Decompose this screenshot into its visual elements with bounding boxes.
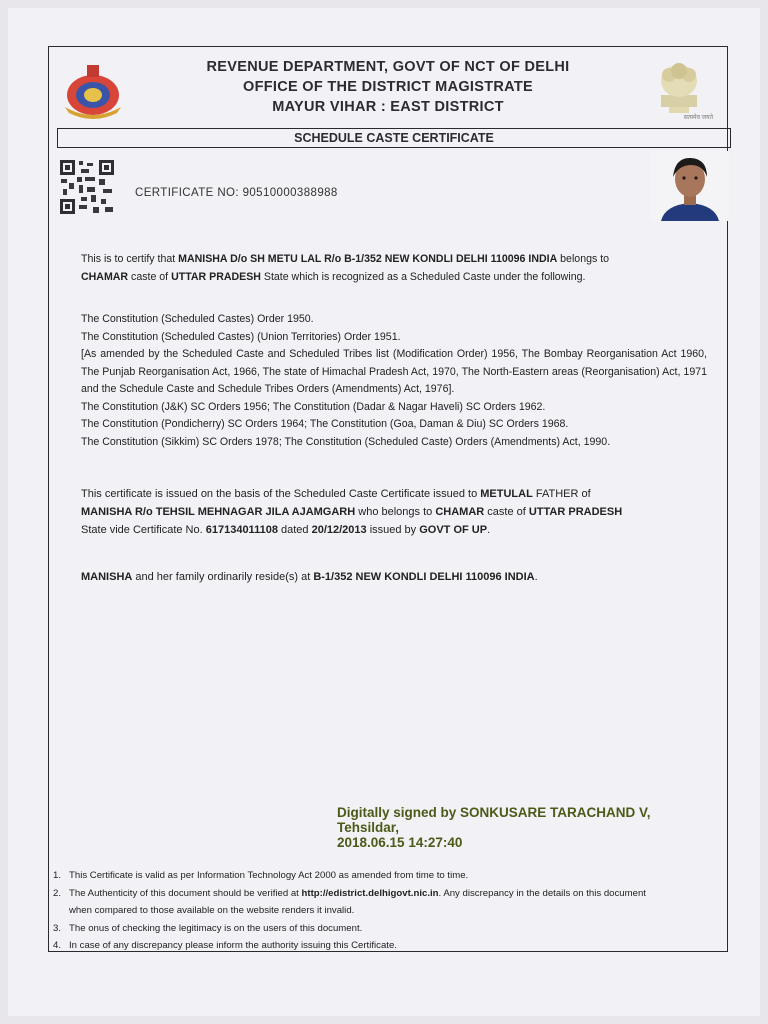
certificate-number: CERTIFICATE NO: 90510000388988 bbox=[135, 187, 338, 199]
qr-code-icon bbox=[59, 159, 115, 215]
note-item bbox=[53, 920, 733, 938]
order-item: The Constitution (J&K) SC Orders 1956; The Constitution (Dadar & Nagar Haveli) SC Orders 1962. bbox=[81, 400, 546, 413]
notes-list bbox=[53, 867, 733, 955]
text: caste of bbox=[484, 506, 529, 518]
text: who belongs to bbox=[355, 506, 436, 518]
residence-address: B-1/352 NEW KONDLI DELHI 110096 INDIA bbox=[313, 571, 535, 583]
note-text: The onus of checking the legitimacy is on the users of this document. bbox=[69, 922, 363, 934]
holder-origin: MANISHA R/o TEHSIL MEHNAGAR JILA AJAMGARH bbox=[81, 506, 356, 518]
text: dated bbox=[277, 524, 312, 536]
note-text: In case of any discrepancy please inform the authority issuing this Certificate. bbox=[69, 940, 397, 951]
text: FATHER of bbox=[532, 488, 591, 500]
holder-details: MANISHA D/o SH METU LAL R/o B-1/352 NEW KONDLI DELHI 110096 INDIA bbox=[178, 253, 558, 265]
certification-paragraph bbox=[81, 251, 707, 286]
text: This is to certify that bbox=[81, 253, 179, 265]
text: State vide Certificate No. bbox=[81, 524, 206, 536]
basis-paragraph bbox=[81, 485, 707, 539]
applicant-photo bbox=[651, 151, 729, 221]
note-text: The Authenticity of this document should be verified at bbox=[69, 887, 302, 899]
order-item: The Constitution (Scheduled Castes) Order 1950. bbox=[81, 313, 314, 325]
original-certificate-number: 617134011108 bbox=[205, 524, 278, 536]
caste: CHAMAR bbox=[435, 506, 485, 518]
note-item bbox=[53, 885, 733, 903]
text: This certificate is issued on the basis of the Scheduled Caste Certificate issued to bbox=[81, 488, 481, 500]
father-name: METULAL bbox=[480, 488, 533, 500]
office-title: OFFICE OF THE DISTRICT MAGISTRATE bbox=[243, 79, 533, 95]
certificate-title: SCHEDULE CASTE CERTIFICATE bbox=[57, 128, 731, 148]
header bbox=[49, 47, 727, 127]
department-title: REVENUE DEPARTMENT, GOVT OF NCT OF DELHI bbox=[206, 59, 570, 75]
state: UTTAR PRADESH bbox=[171, 270, 261, 283]
order-item: [As amended by the Scheduled Caste and Scheduled Tribes list (Modification Order) 1956, The Bombay Reorganisation Act 1960, The Punjab Reorganisation Act, 1966, The state of Himachal Pradesh Act, 1970, The North-Eastern areas (Reorganisation) Act, 1971 and the Schedule Caste and Schedule Tribes Orders (Amendments) Act, 1976]. bbox=[81, 348, 707, 395]
note-number: 1. bbox=[53, 870, 62, 881]
holder-name: MANISHA bbox=[81, 571, 133, 583]
delhi-police-logo-icon bbox=[57, 59, 129, 121]
note-text: . Any discrepancy in the details on this document bbox=[438, 887, 646, 899]
original-certificate-date: 20/12/2013 bbox=[311, 524, 367, 536]
verification-link[interactable]: http://edistrict.delhigovt.nic.in bbox=[301, 887, 439, 899]
note-number: 3. bbox=[53, 922, 62, 934]
signature-designation: Tehsildar, bbox=[337, 820, 400, 835]
signature-signer: Digitally signed by SONKUSARE TARACHAND V, bbox=[337, 805, 651, 820]
order-item: The Constitution (Scheduled Castes) (Union Territories) Order 1951. bbox=[81, 330, 401, 343]
note-text: This Certificate is valid as per Information Technology Act 2000 as amended from time to time. bbox=[69, 870, 469, 881]
orders-list bbox=[81, 311, 707, 451]
certificate-frame bbox=[48, 46, 728, 952]
state: UTTAR PRADESH bbox=[528, 506, 623, 518]
district-title: MAYUR VIHAR : EAST DISTRICT bbox=[272, 99, 504, 115]
text: belongs to bbox=[557, 253, 610, 265]
order-item: The Constitution (Sikkim) SC Orders 1978; The Constitution (Scheduled Caste) Orders (Amendments) Act, 1990. bbox=[81, 435, 611, 448]
issuer: GOVT OF UP bbox=[419, 524, 488, 536]
emblem-caption: सत्यमेव जयते bbox=[683, 115, 713, 121]
text: State which is recognized as a Scheduled Caste under the following. bbox=[260, 270, 586, 283]
text: . bbox=[534, 571, 538, 583]
text: issued by bbox=[366, 524, 420, 536]
certificate-page bbox=[8, 8, 760, 1016]
note-item bbox=[53, 867, 733, 885]
note-item bbox=[53, 937, 733, 955]
note-number: 2. bbox=[53, 887, 62, 899]
note-text: when compared to those available on the website renders it invalid. bbox=[69, 905, 355, 916]
caste: CHAMAR bbox=[81, 270, 129, 283]
text: caste of bbox=[128, 270, 172, 283]
text: and her family ordinarily reside(s) at bbox=[132, 571, 314, 583]
digital-signature bbox=[337, 805, 651, 850]
text: . bbox=[487, 524, 491, 536]
residence-paragraph bbox=[81, 569, 707, 587]
order-item: The Constitution (Pondicherry) SC Orders 1964; The Constitution (Goa, Daman & Diu) SC Orders 1968. bbox=[81, 418, 569, 430]
note-number: 4. bbox=[53, 940, 62, 951]
signature-timestamp: 2018.06.15 14:27:40 bbox=[337, 835, 463, 850]
